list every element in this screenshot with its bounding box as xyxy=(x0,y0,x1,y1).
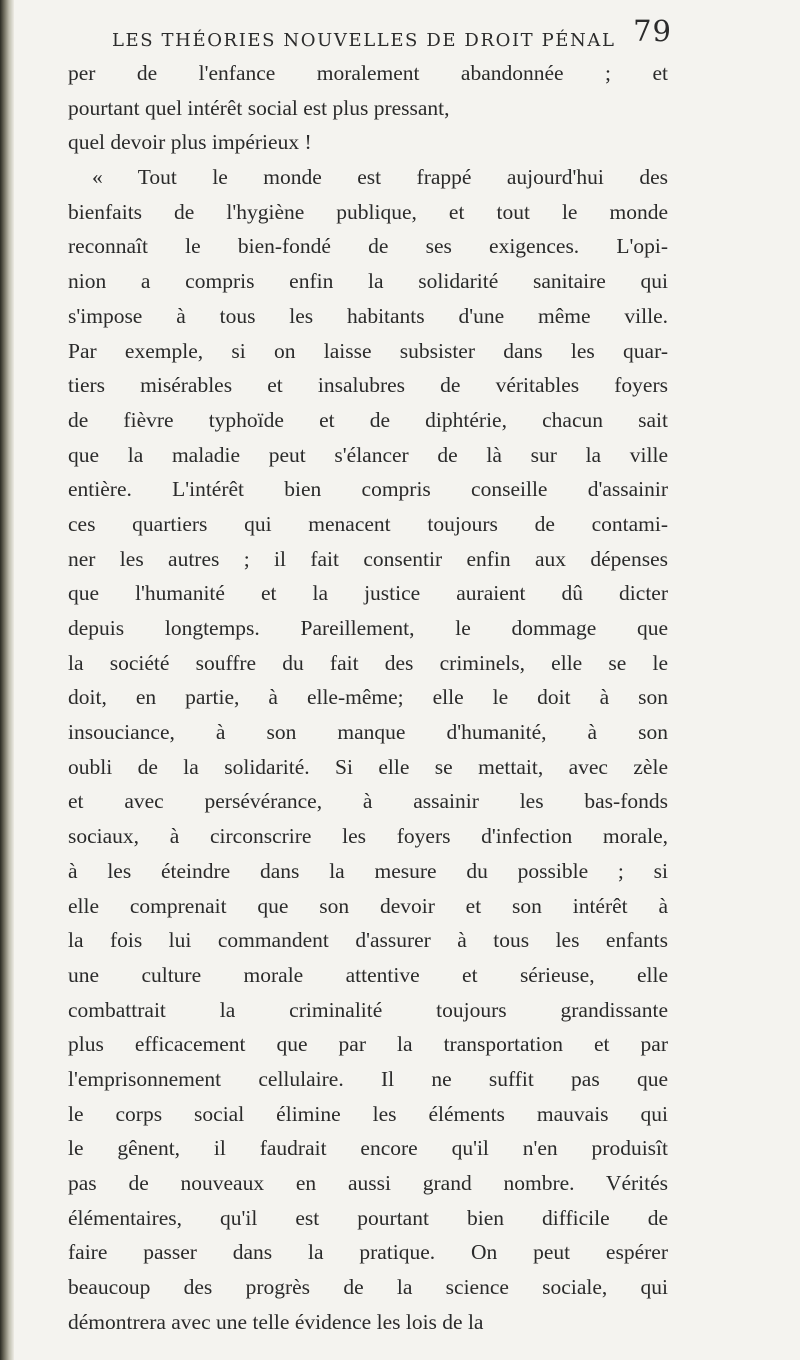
binding-edge xyxy=(0,0,14,1360)
text-line: ces quartiers qui menacent toujours de contami- xyxy=(68,511,668,536)
text-line: le corps social élimine les éléments mauvais qui xyxy=(68,1101,668,1126)
text-line: faire passer dans la pratique. On peut espérer xyxy=(68,1240,668,1265)
text-line: ner les autres ; il fait consentir enfin aux dépenses xyxy=(68,546,668,571)
text-line: s'impose à tous les habitants d'une même ville. xyxy=(68,303,668,328)
text-line: que l'humanité et la justice auraient dû dicter xyxy=(68,581,668,606)
text-line: à les éteindre dans la mesure du possible ; si xyxy=(68,858,668,883)
text-line: beaucoup des progrès de la science sociale, qui xyxy=(68,1275,668,1300)
text-line: sociaux, à circonscrire les foyers d'infection morale, xyxy=(68,824,668,849)
text-line: et avec persévérance, à assainir les bas-fonds xyxy=(68,789,668,814)
text-line: insouciance, à son manque d'humanité, à son xyxy=(68,720,668,745)
text-line: pas de nouveaux en aussi grand nombre. Vérités xyxy=(68,1171,668,1195)
text-line: oubli de la solidarité. Si elle se mettait, avec zèle xyxy=(68,754,668,779)
page-header xyxy=(112,14,672,54)
text-line: quel devoir plus impérieux ! xyxy=(68,130,312,155)
text-line: bienfaits de l'hygiène publique, et tout le monde xyxy=(68,199,668,224)
running-title: LES THÉORIES NOUVELLES DE DROIT PÉNAL xyxy=(112,30,616,51)
body-text xyxy=(68,56,668,1339)
text-line: la société souffre du fait des criminels, elle se le xyxy=(68,650,668,675)
text-line: la fois lui commandent d'assurer à tous les enfants xyxy=(68,928,668,953)
text-line: de fièvre typhoïde et de diphtérie, chacun sait xyxy=(68,407,668,432)
text-line: une culture morale attentive et sérieuse, elle xyxy=(68,962,668,987)
text-line: depuis longtemps. Pareillement, le dommage que xyxy=(68,616,668,640)
page-number: 79 xyxy=(633,14,672,48)
text-line: élémentaires, qu'il est pourtant bien difficile de xyxy=(68,1205,668,1230)
text-line: que la maladie peut s'élancer de là sur la ville xyxy=(68,442,668,467)
text-line: démontrera avec une telle évidence les lois de la xyxy=(68,1309,484,1334)
text-line: l'emprisonnement cellulaire. Il ne suffit pas que xyxy=(68,1066,668,1091)
text-line: le gênent, il faudrait encore qu'il n'en produisît xyxy=(68,1136,668,1161)
text-line: entière. L'intérêt bien compris conseille d'assainir xyxy=(68,477,668,502)
text-line: pourtant quel intérêt social est plus pressant, xyxy=(68,95,450,120)
text-line: « Tout le monde est frappé aujourd'hui des xyxy=(92,165,668,190)
text-line: plus efficacement que par la transportation et par xyxy=(68,1032,668,1057)
text-line: per de l'enfance moralement abandonnée ; et xyxy=(68,61,668,85)
text-line: combattrait la criminalité toujours grandissante xyxy=(68,997,668,1022)
text-line: tiers misérables et insalubres de véritables foyers xyxy=(68,373,668,398)
text-line: Par exemple, si on laisse subsister dans les quar- xyxy=(68,338,668,363)
text-line: elle comprenait que son devoir et son intérêt à xyxy=(68,893,668,918)
text-line: nion a compris enfin la solidarité sanitaire qui xyxy=(68,269,668,294)
text-line: reconnaît le bien-fondé de ses exigences. L'opi- xyxy=(68,234,668,259)
text-line: doit, en partie, à elle-même; elle le doit à son xyxy=(68,685,668,710)
